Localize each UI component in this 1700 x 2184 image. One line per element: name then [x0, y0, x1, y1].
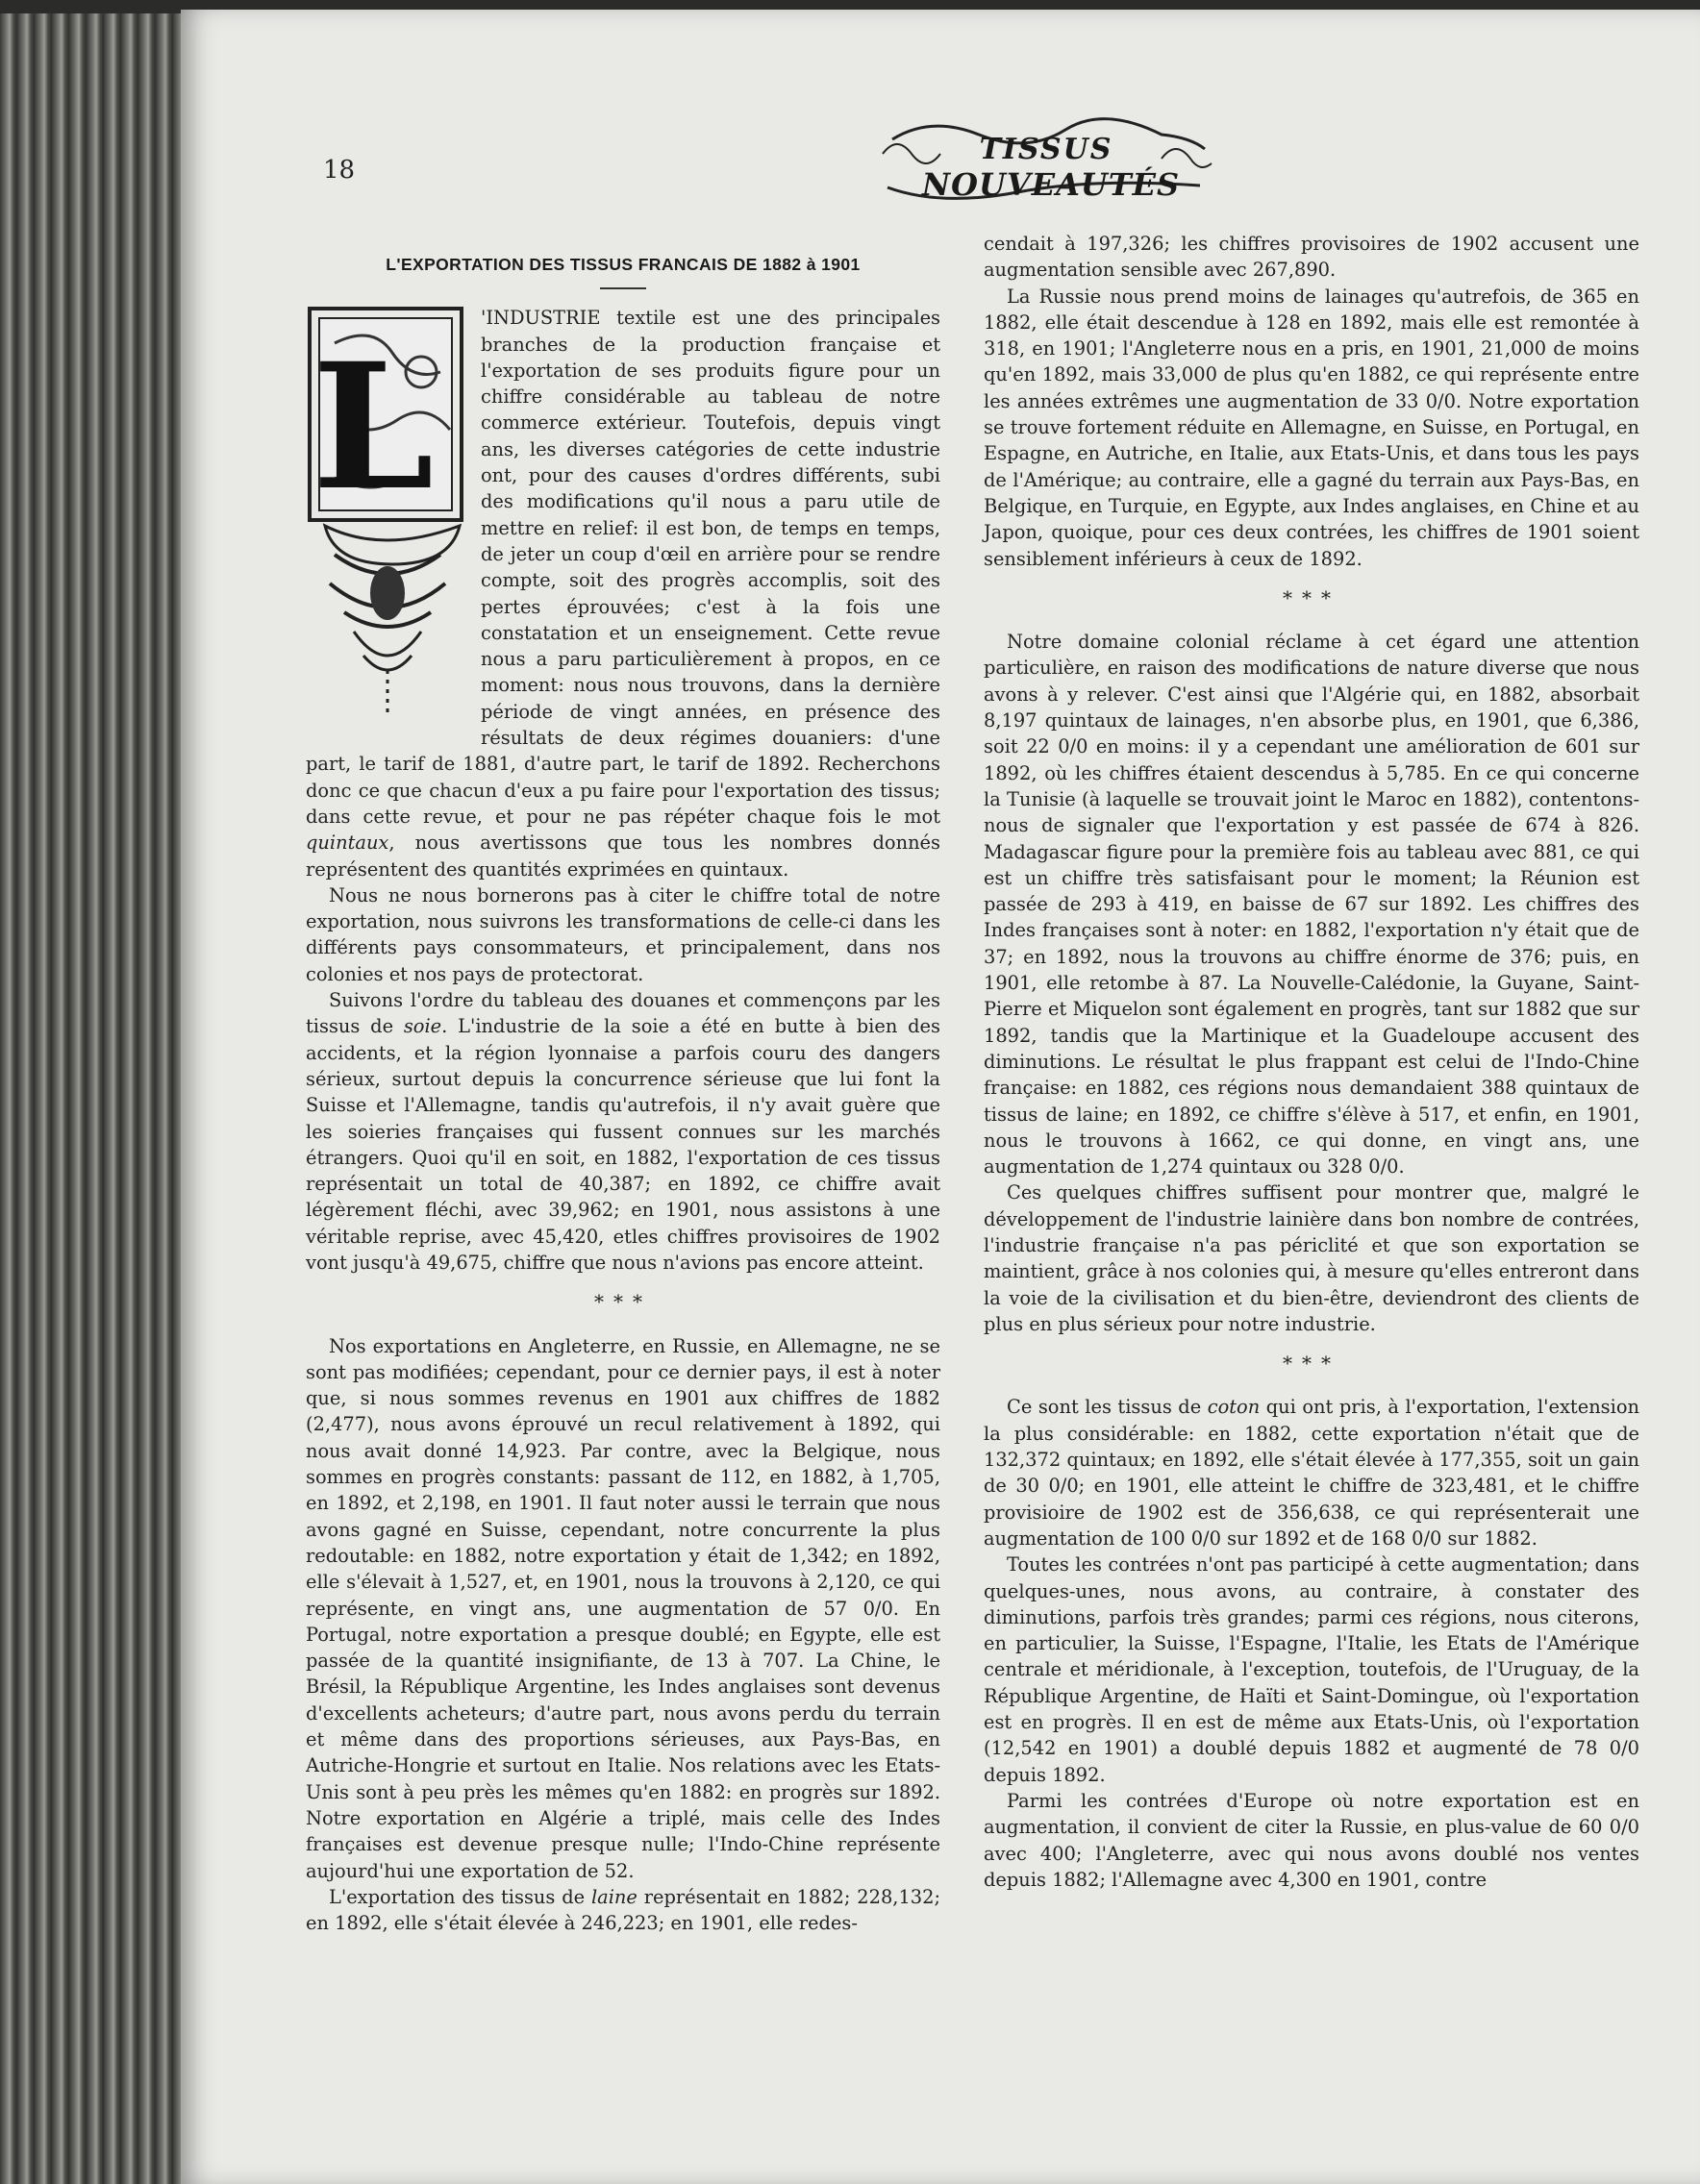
- section-separator: ***: [594, 1290, 652, 1314]
- paragraph-coton: Ce sont les tissus de coton qui ont pris, à l'exportation, l'extension la plus considérable: en 1882, cette exportation n'était que de 132,372 quintaux; en 1892, elle s'était élevée à 177,355, soit un gain de 30 0/0; en 1901, elle atteint le chiffre de 323,481, et le chiffre provisioire de 1902 est de 356,638, ce qui représenterait une augmentation de 100 0/0 sur 1892 et de 168 0/0 sur 1882.: [984, 1396, 1639, 1550]
- paragraph-europe: Parmi les contrées d'Europe où notre exportation est en augmentation, il convient de citer la Russie, en plus-value de 60 0/0 avec 400; l'Angleterre, avec qui nous avons doublé nos ventes depuis 1882; l'Allemagne avec 4,300 en 1901, contre: [984, 1789, 1639, 1891]
- paragraph-conclusion-laine: Ces quelques chiffres suffisent pour montrer que, malgré le développement de l'industrie lainière dans bon nombre de contrées, l'industrie française n'a pas périclité et que son exportation se maintient, grâce à nos colonies qui, à mesure qu'elles entreront dans la voie de la civilisation et du bien-être, deviendront des clients de plus en plus sérieux pour notre industrie.: [984, 1181, 1639, 1335]
- svg-text:TISSUS: TISSUS: [979, 133, 1113, 166]
- page: [181, 10, 1700, 2184]
- svg-text:L: L: [312, 326, 435, 530]
- book-edge: [0, 0, 183, 2184]
- paragraph-russie: La Russie nous prend moins de lainages qu'autrefois, de 365 en 1882, elle était descendue à 128 en 1892, mais elle est remontée à 318, en 1901; l'Angleterre nous en a pris, en 1901, 21,000 de moins qu'en 1892, mais 33,000 de plus qu'en 1882, ce qui représente entre les années extrêmes une augmentation de 33 0/0. Notre exportation se trouve fortement réduite en Allemagne, en Suisse, en Portugal, en Espagne, en Autriche, en Italie, aux Etats-Unis, et dans tous les pays de l'Amérique; au contraire, elle a gagné du terrain aux Pays-Bas, en Belgique, en Turquie, en Egypte, aux Indes anglaises, en Chine et au Japon, quoique, pour ces deux contrées, les chiffres de 1901 soient sensiblement inférieurs à ceux de 1892.: [984, 285, 1639, 570]
- paragraph-laine: L'exportation des tissus de laine représentait en 1882; 228,132; en 1892, elle s'était élevée à 246,223; en 1901, elle redes-: [306, 1885, 940, 1935]
- page-number: 18: [323, 156, 356, 185]
- section-separator: ***: [1283, 585, 1340, 609]
- paragraph-2: Nous ne nous bornerons pas à citer le chiffre total de notre exportation, nous suivrons les transformations de celle-ci dans les différents pays consommateurs, et principalement, dans nos colonies et nos pays de protectorat.: [306, 883, 940, 985]
- title-rule: [600, 287, 646, 289]
- article-title: L'EXPORTATION DES TISSUS FRANCAIS DE 1882 à 1901: [386, 255, 861, 274]
- ornamental-dropcap: [306, 305, 469, 728]
- paragraph-intro: 'INDUSTRIE textile est une des principales branches de la production française et l'exportation de ses produits figure pour un chiffre considérable au tableau de notre commerce extérieur. Toutefois, depuis vingt ans, les diverses catégories de cette industrie ont, pour des causes d'ordres différents, subi des modifications qu'il nous a paru utile de mettre en relief: il est bon, de temps en temps, de jeter un coup d'œil en arrière pour se rendre compte, soit des progrès accomplis, soit des pertes éprouvées; c'est à la fois une constatation et un enseignement. Cette revue nous a paru particulièrement à propos, en ce moment: nous nous trouvons, dans la dernière période de vingt années, en présence des résultats de deux régimes douaniers: d'une part, le tarif de 1881, d'autre part, le tarif de 1892. Recherchons donc ce que chacun d'eux a pu faire pour l'exportation des tissus; dans cette revue, et pour ne pas répéter chaque fois le mot quintaux, nous avertissons que tous les nombres donnés représentent des quantités exprimées en quintaux.: [306, 307, 940, 881]
- paragraph-colonial: Notre domaine colonial réclame à cet égard une attention particulière, en raison des modifications de nature diverse que nous avons à y relever. C'est ainsi que l'Algérie qui, en 1882, absorbait 8,197 quintaux de lainages, n'en absorbe plus, en 1901, que 6,386, soit 22 0/0 en moins: il y a cependant une amélioration de 601 sur 1892, où les chiffres étaient descendus à 5,785. En ce qui concerne la Tunisie (à laquelle se trouvait joint le Maroc en 1882), contentons-nous de signaler que l'exportation y est passée de 674 à 826. Madagascar figure pour la première fois au tableau avec 881, ce qui est un chiffre très satisfaisant pour le moment; la Réunion est passée de 293 à 419, en baisse de 67 sur 1892. Les chiffres des Indes françaises sont à noter: en 1882, l'exportation n'y était que de 37; en 1892, nous la trouvons au chiffre énorme de 376; puis, en 1901, elle retombe à 87. La Nouvelle-Calédonie, la Guyane, Saint-Pierre et Miquelon sont également en progrès, tant sur 1882 que sur 1892, tandis que la Martinique et la Guadeloupe accusent des diminutions. Le résultat le plus frappant est celui de l'Indo-Chine française: en 1882, ces régions nous demandaient 388 quintaux de tissus de laine; en 1892, ce chiffre s'élève à 517, et enfin, en 1901, nous le trouvons à 1662, ce qui donne, en vingt ans, une augmentation de 1,274 quintaux ou 328 0/0.: [984, 631, 1639, 1179]
- paragraph-contrees: Toutes les contrées n'ont pas participé à cette augmentation; dans quelques-unes, nous avons, au contraire, à constater des diminutions, parfois très grandes; parmi ces régions, nous citerons, en particulier, la Suisse, l'Espagne, l'Italie, les Etats de l'Amérique centrale et méridionale, à l'exception, toutefois, de l'Uruguay, de la République Argentine, de Haïti et Saint-Domingue, où l'exportation est en progrès. Il en est de même aux Etats-Unis, où l'exportation (12,542 en 1901) a doublé depuis 1882 et augmenté de 78 0/0 depuis 1892.: [984, 1553, 1639, 1786]
- left-column: [306, 240, 940, 1936]
- paragraph-soie: Suivons l'ordre du tableau des douanes et commençons par les tissus de soie. L'industrie de la soie a été en butte à bien des accidents, et la région lyonnaise a parfois couru des dangers sérieux, surtout depuis la concurrence sérieuse que lui font la Suisse et l'Allemagne, tandis qu'autrefois, il n'y avait guère que les soieries françaises qui fussent connues sur les marchés étrangers. Quoi qu'il en soit, en 1882, l'exportation de ces tissus représentait un total de 40,387; en 1892, ce chiffre avait légèrement fléchi, avec 39,962; en 1901, nous assistons à une véritable reprise, avec 45,420, etles chiffres provisoires de 1902 vont jusqu'à 49,675, chiffre que nous n'avions pas encore atteint.: [306, 989, 940, 1274]
- paragraph-continued: cendait à 197,326; les chiffres provisoires de 1902 accusent une augmentation sensible avec 267,890.: [984, 233, 1639, 282]
- right-column: [984, 231, 1639, 1893]
- paragraph-exportations: Nos exportations en Angleterre, en Russie, en Allemagne, ne se sont pas modifiées; cependant, pour ce dernier pays, il est à noter que, si nous sommes revenus en 1901 aux chiffres de 1882 (2,477), nous avons éprouvé un recul relativement à 1892, qui nous avait donné 14,923. Par contre, avec la Belgique, nous sommes en progrès constants: passant de 112, en 1882, à 1,705, en 1892, et 2,198, en 1901. Il faut noter aussi le terrain que nous avons gagné en Suisse, cependant, notre concurrente la plus redoutable: en 1882, notre exportation y était de 1,342; en 1892, elle s'élevait à 1,527, et, en 1901, nous la trouvons à 2,120, ce qui représente, en vingt ans, une augmentation de 57 0/0. En Portugal, notre exportation a presque doublé; en Egypte, elle est passée de la quantité insignifiante, de 13 à 707. La Chine, le Brésil, la République Argentine, les Indes anglaises sont devenus d'excellents acheteurs; d'autre part, nous avons perdu du terrain et même dans des proportions sérieuses, aux Pays-Bas, en Autriche-Hongrie et surtout en Italie. Nos relations avec les Etats-Unis sont à peu près les mêmes qu'en 1882: en progrès sur 1892. Notre exportation en Algérie a triplé, mais celle des Indes françaises est devenue presque nulle; l'Indo-Chine représente aujourd'hui une exportation de 52.: [306, 1334, 940, 1882]
- section-separator: ***: [1283, 1352, 1340, 1376]
- masthead-logo: [873, 111, 1219, 216]
- svg-text:NOUVEAUTÉS: NOUVEAUTÉS: [921, 166, 1181, 203]
